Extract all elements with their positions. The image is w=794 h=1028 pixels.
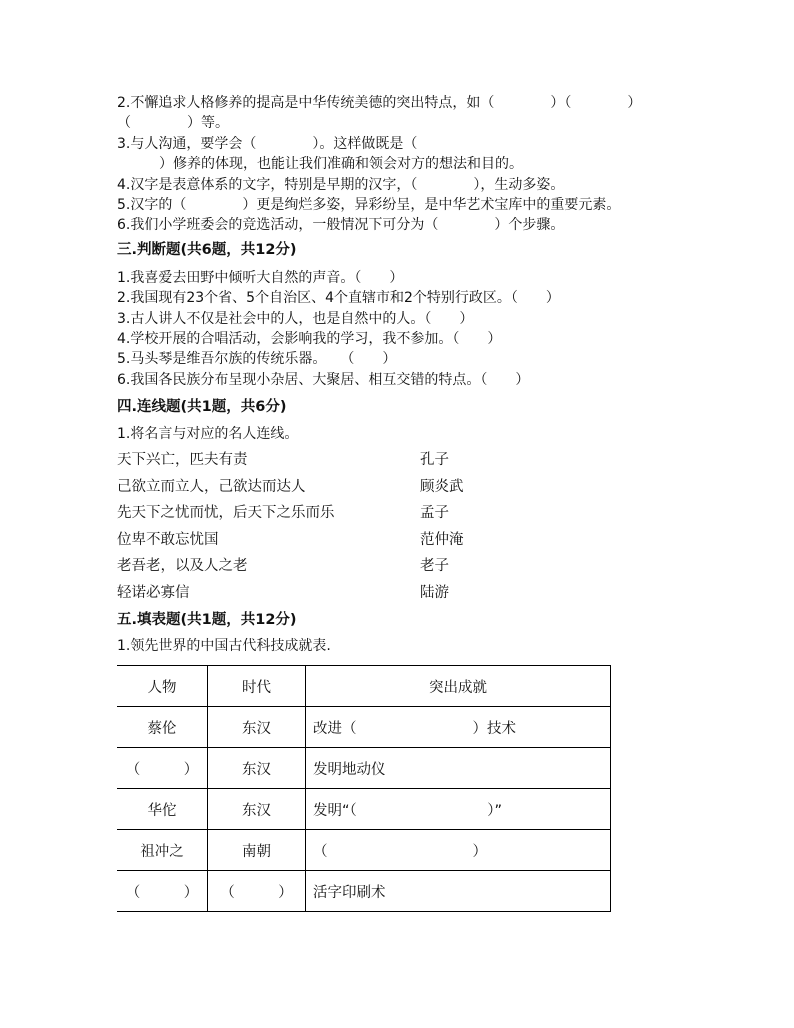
judge-item-3: 3.古人讲人不仅是社会中的人，也是自然中的人。（ ） (117, 311, 474, 327)
judge-item-1: 1.我喜爱去田野中倾听大自然的声音。（ ） (117, 270, 404, 286)
match-person-2: 顾炎武 (420, 479, 464, 495)
cell-achievement: 活字印刷术 (306, 871, 611, 912)
match-person-4: 范仲淹 (420, 532, 464, 548)
match-prompt: 1.将名言与对应的名人连线。 (117, 426, 299, 442)
cell-achievement: 发明“（ ）” (306, 789, 611, 830)
table-header-row (117, 666, 611, 707)
header-person: 人物 (117, 666, 208, 707)
cell-person: （ ） (117, 748, 208, 789)
match-quote-4: 位卑不敢忘忧国 (117, 532, 219, 548)
cell-person: 祖冲之 (117, 830, 208, 871)
header-era: 时代 (208, 666, 306, 707)
table-row (117, 871, 611, 912)
judge-item-4: 4.学校开展的合唱活动，会影响我的学习，我不参加。（ ） (117, 331, 502, 347)
fill-question-2-line-1: 2.不懈追求人格修养的提高是中华传统美德的突出特点，如（ ）（ ） (117, 95, 642, 111)
table-prompt: 1.领先世界的中国古代科技成就表. (117, 638, 331, 654)
cell-era: 东汉 (208, 789, 306, 830)
table-row (117, 830, 611, 871)
cell-era: 南朝 (208, 830, 306, 871)
table-row (117, 789, 611, 830)
cell-person: 蔡伦 (117, 707, 208, 748)
header-achievement: 突出成就 (306, 666, 611, 707)
judge-item-2: 2.我国现有23个省、5个自治区、4个直辖市和2个特别行政区。（ ） (117, 290, 560, 306)
match-quote-1: 天下兴亡，匹夫有责 (117, 452, 248, 468)
cell-era: 东汉 (208, 748, 306, 789)
judge-section-heading: 三.判断题(共6题，共12分) (117, 242, 297, 258)
match-quote-3: 先天下之忧而忧，后天下之乐而乐 (117, 505, 335, 521)
fill-question-6: 6.我们小学班委会的竞选活动，一般情况下可分为（ ）个步骤。 (117, 217, 565, 233)
table-row (117, 707, 611, 748)
judge-item-6: 6.我国各民族分布呈现小杂居、大聚居、相互交错的特点。（ ） (117, 372, 530, 388)
match-person-3: 孟子 (420, 505, 449, 521)
match-person-6: 陆游 (420, 585, 449, 601)
cell-person: 华佗 (117, 789, 208, 830)
table-row (117, 748, 611, 789)
fill-question-3-line-2: ）修养的体现，也能让我们准确和领会对方的想法和目的。 (117, 156, 523, 172)
match-person-5: 老子 (420, 558, 449, 574)
match-section-heading: 四.连线题(共1题，共6分) (117, 399, 287, 415)
match-quote-6: 轻诺必寡信 (117, 585, 190, 601)
match-quote-2: 己欲立而立人，己欲达而达人 (117, 479, 306, 495)
fill-question-4: 4.汉字是表意体系的文字，特别是早期的汉字，（ ），生动多姿。 (117, 177, 565, 193)
cell-era: 东汉 (208, 707, 306, 748)
fill-question-5: 5.汉字的（ ）更是绚烂多姿，异彩纷呈，是中华艺术宝库中的重要元素。 (117, 197, 621, 213)
cell-person: （ ） (117, 871, 208, 912)
judge-item-5: 5.马头琴是维吾尔族的传统乐器。 （ ） (117, 351, 397, 367)
cell-achievement: （ ） (306, 830, 611, 871)
fill-question-3-line-1: 3.与人沟通，要学会（ ）。这样做既是（ (117, 136, 418, 152)
table-section-heading: 五.填表题(共1题，共12分) (117, 612, 297, 628)
cell-era: （ ） (208, 871, 306, 912)
cell-achievement: 改进（ ）技术 (306, 707, 611, 748)
fill-question-2-line-2: （ ）等。 (117, 115, 229, 131)
match-quote-5: 老吾老，以及人之老 (117, 558, 248, 574)
science-achievements-table (117, 665, 611, 912)
match-person-1: 孔子 (420, 452, 449, 468)
cell-achievement: 发明地动仪 (306, 748, 611, 789)
